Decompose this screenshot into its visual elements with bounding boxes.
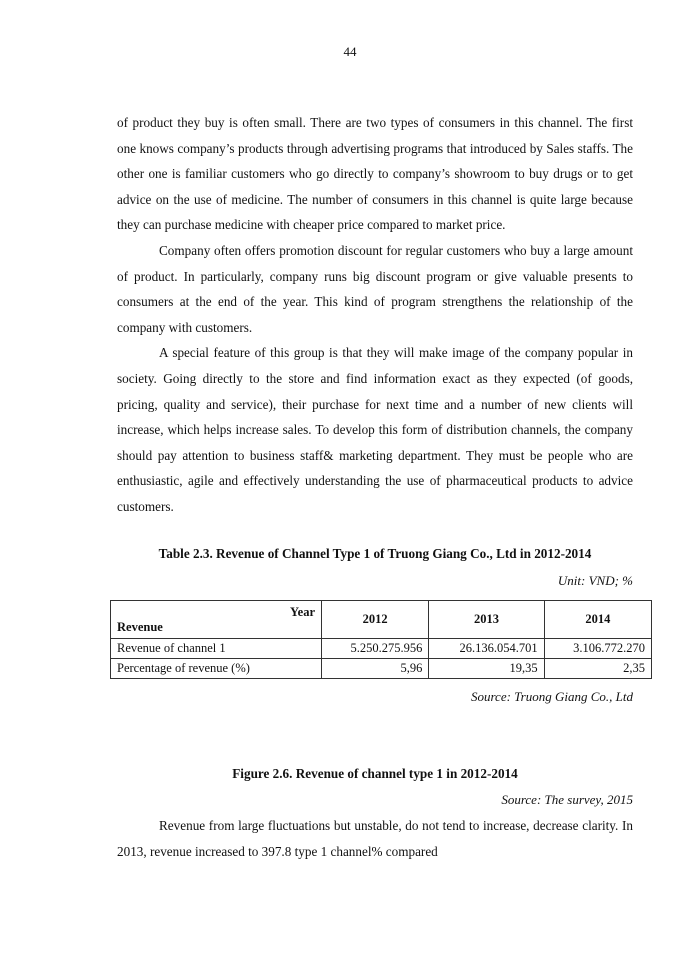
- table-cell: 2,35: [544, 659, 651, 679]
- figure-caption: Figure 2.6. Revenue of channel type 1 in 2012-2014: [232, 766, 518, 781]
- year-header: 2012: [322, 601, 429, 639]
- table-cell: 26.136.054.701: [429, 639, 544, 659]
- page-number: 44: [343, 44, 357, 59]
- paragraph-3: A special feature of this group is that they will make image of the company popular in society. Going directly to the store and find information exact as they expected (of goods, pricing, quality and service), their purchase for next time and a number of new clients will increase, which helps increase sales. To develop this form of distribution channels, the company should pay attention to business staff& marketing department. They must be people who are enthusiastic, agile and effectively understanding the use of pharmaceutical products to advice customers.: [117, 345, 633, 514]
- table-unit: Unit: VND; %: [557, 573, 633, 588]
- table-cell: 19,35: [429, 659, 544, 679]
- figure-source: Source: The survey, 2015: [501, 792, 633, 807]
- table-row: [111, 659, 652, 679]
- table-caption: Table 2.3. Revenue of Channel Type 1 of Truong Giang Co., Ltd in 2012-2014: [158, 546, 592, 561]
- paragraph-1: of product they buy is often small. There are two types of consumers in this channel. The first one knows company’s products through advertising programs that introduced by Sales staffs. The other one is familiar customers who go directly to company’s showroom to buy drugs or to get advice on the use of medicine. The number of consumers in this channel is quite large because they can purchase medicine with cheaper price compared to market price.: [117, 115, 633, 233]
- table-cell: 3.106.772.270: [544, 639, 651, 659]
- row-label: Revenue of channel 1: [111, 639, 322, 659]
- revenue-table: [110, 600, 652, 679]
- table-cell: 5.250.275.956: [322, 639, 429, 659]
- row-label: Percentage of revenue (%): [111, 659, 322, 679]
- year-header: 2014: [544, 601, 651, 639]
- paragraph-2: Company often offers promotion discount for regular customers who buy a large amount of product. In particularly, company runs big discount program or give valuable presents to consumers at the end of the year. This kind of program strengthens the relationship of the company with customers.: [117, 242, 633, 335]
- table-header-row: [111, 601, 652, 639]
- body-text: [117, 110, 633, 520]
- table-source: Source: Truong Giang Co., Ltd: [470, 689, 633, 704]
- table-corner-cell: [111, 601, 322, 639]
- header-revenue: Revenue: [117, 620, 163, 634]
- paragraph-4: Revenue from large fluctuations but unstable, do not tend to increase, decrease clarity. In 2013, revenue increased to 397.8 type 1 channel% compared: [117, 818, 633, 859]
- table-row: [111, 639, 652, 659]
- header-year: Year: [290, 605, 315, 619]
- year-header: 2013: [429, 601, 544, 639]
- closing-text: [117, 813, 633, 864]
- table-cell: 5,96: [322, 659, 429, 679]
